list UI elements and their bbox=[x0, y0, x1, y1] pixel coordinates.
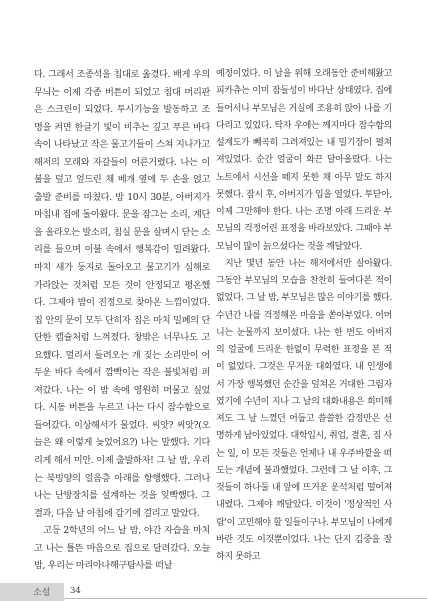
body-paragraph: 지난 몇년 동안 나는 해저에서만 살아왔다. 그동안 부모님의 모습을 찬찬히 들여다본 적이 없었다. 그 날 밤, 부모님은 많은 이야기를 했다. 수년간 나를 걱정해온 마음을 쏟아부었다. 어머니는 눈물까지 보이셨다. 나는 한 번도 아버지의 얼굴에 드리운 한없이 무력한 표정을 본 적이 없었다. 그것은 무거운 대화였다. 내 인생에서 가장 행복했던 순간을 덮쳐온 거대한 그림자였기에 수년이 지나 그 날의 대화내용은 희미해져도 그 날 느꼈던 어둡고 씁쓸한 감정만은 선명하게 남아있었다. 대학입시, 취업, 결혼, 집 사는 일, 이 모든 것들은 언제나 내 우주바깥을 떠도는 개념에 불과했었다. 그런데 그 날 이후, 그것들이 하나둘 내 앞에 뜨거운 운석처럼 떨어져내렸다. 그제야 깨달았다. 이것이 '정상적인 사람'이 고민해야 할 일들이구나. 부모님이 나에게 바란 것도 이것뿐이었다. 나는 단지 김중을 잘하지 못하고 bbox=[216, 258, 392, 562]
left-text-column bbox=[34, 66, 210, 575]
page-footer bbox=[0, 583, 427, 601]
section-tab bbox=[0, 583, 64, 601]
page-number: 34 bbox=[70, 586, 81, 596]
body-paragraph: 예정이었다. 이 날을 위해 오래동안 준비해왔고 피카츄는 이미 잠들성이 바다난 상태였다. 집에 들어서니 부모님은 거실에 조용히 앉아 나를 기다리고 있었다. 탁자 우에는 께지마다 잠수함의 설계도가 빼곡히 그려져있는 내 밀기장이 펼쳐져있었다. 순간 얼굴이 화끈 달아올랐다. 나는 노트에서 시선을 떼지 못한 채 아무 말도 하지 못했다. 잠시 후, 아버지가 입을 열었다. 투닫아, 이제 그만해야 한다. 나는 조명 아래 드리운 부모님의 걱정어린 표정을 바라보았다. 그때야 부모님이 많이 늙으셨다는 것을 깨달았다. bbox=[216, 69, 392, 252]
right-text-column bbox=[216, 66, 392, 566]
body-paragraph: 다. 그래서 조종석을 침대로 옮겼다. 배게 우의 무늬는 이제 각종 버튼이 되었고 침대 머리판은 스크린이 되었다. 투시기능을 발동하고 조명을 켜면 한글기 빛이 비추는 깊고 푸른 바다 속이 나타났고 작은 물고기들이 스쳐 지나가고 해저의 모래와 자갈들이 어른거렸다. 나는 이불을 덮고 엎드린 채 베개 옆에 두 손을 얹고 출발 준비를 마쳤다. 밤 10시 30분, 아버지가 마침내 집에 돌아왔다. 문을 잠그는 소리, 계단을 올라오는 발소리, 침실 문을 살며시 닫는 소리를 들으며 이불 속에서 행복감이 밀려왔다. 마치 새가 둥지로 돌아오고 물고기가 심해로 가라앉는 것처럼 모든 것이 안정되고 평온했다. 그제야 밤이 진정으로 찾아온 느낌이었다. 집 안의 문이 모두 단히자 집은 마치 밀폐의 단단한 캡슐처럼 느껴졌다. 창밖은 너무나도 고요했다. 멀리서 들려오는 개 짖는 소리만이 어두운 바다 속에서 깜빡이는 작은 불빛처럼 퍼져갔다. 나는 이 밤 속에 영원히 머물고 싶었다. 시동 버튼을 누르고 나는 다시 잠수함으로 들어갔다. 이상해서가 물었다. 씨앗? 씨앗?(오늘은 왜 이렇게 늦었어요?) 나는 말했다. 기다리게 해서 미안. 이제 출발하자! 그 날 밤, 우리는 북빙양의 얼음층 아래를 항행했다. 그러나 나는 난방장치를 설계하는 것을 잊빡했다. 그 결과, 다음 날 아침에 감기에 걸리고 말았다. bbox=[34, 69, 210, 519]
section-label: 소설 bbox=[33, 588, 51, 598]
body-paragraph: 고등 2학년의 어느 날 밤, 야간 자습을 마치고 나는 틀뜬 마음으로 집으로 달려갔다. 오늘밤, 우리는 마리아나해구탐사를 떠날 bbox=[34, 525, 210, 572]
footer-divider bbox=[64, 598, 427, 599]
